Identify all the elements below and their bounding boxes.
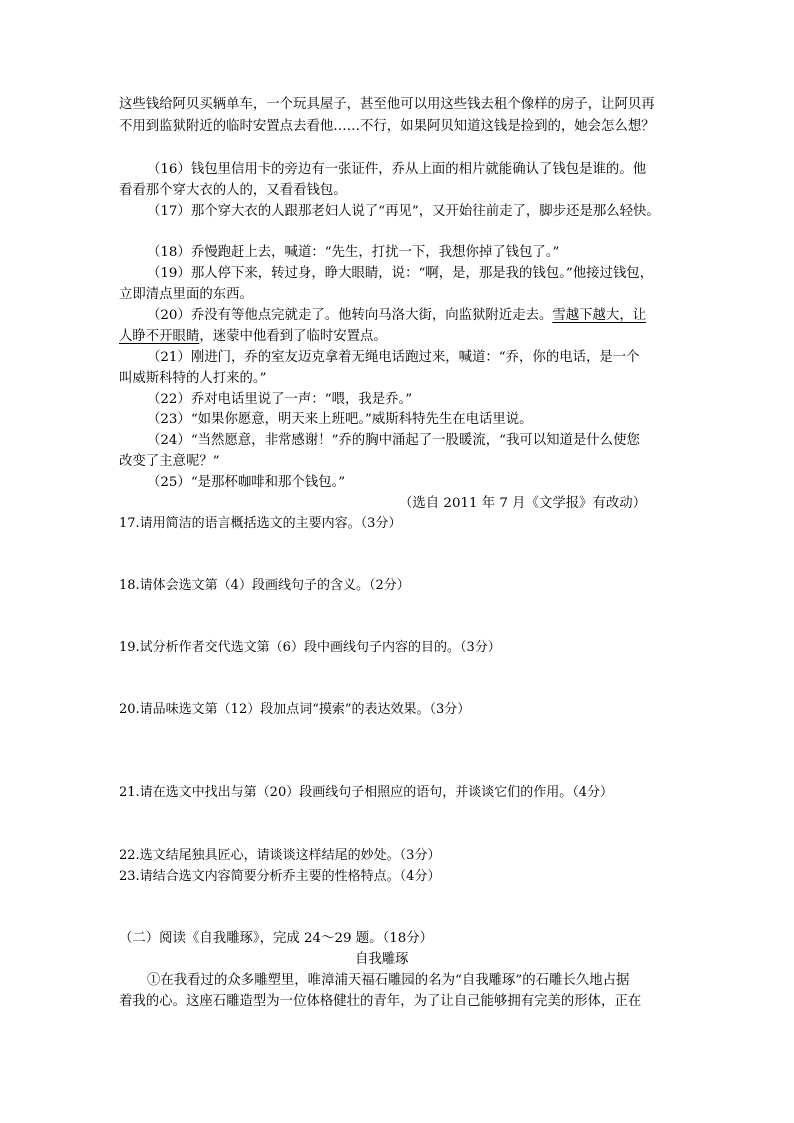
- story-source: （选自 2011 年 7 月《文学报》有改动）: [399, 496, 647, 511]
- question-21: 21.请在选文中找出与第（20）段画线句子相照应的语句，并谈谈它们的作用。（4分）: [119, 785, 613, 800]
- article-para-1-line2: 着我的心。这座石雕造型为一位体格健壮的青年，为了让自己能够拥有完美的形体，正在: [119, 994, 642, 1009]
- question-17: 17.请用简洁的语言概括选文的主要内容。（3分）: [119, 516, 402, 531]
- story-para-24-line2: 改变了主意呢？”: [119, 454, 220, 469]
- story-para-cont-line2: 不用到监狱附近的临时安置点去看他……不行，如果阿贝知道这钱是捡到的，她会怎么想？: [119, 119, 655, 134]
- story-para-25-line1: （25）“是那杯咖啡和那个钱包。”: [147, 475, 346, 490]
- story-para-19-line2: 立即清点里面的东西。: [119, 287, 253, 302]
- story-para-20-line1-text: （20）乔没有等他点完就走了。他转向马洛大街，向监狱附近走去。: [147, 308, 553, 323]
- question-22: 22.选文结尾独具匠心，请谈谈这样结尾的妙处。（3分）: [119, 848, 441, 863]
- question-18: 18.请体会选文第（4）段画线句子的含义。（2分）: [119, 578, 410, 593]
- story-para-16-line2: 看看那个穿大衣的人的，又看看钱包。: [119, 183, 347, 198]
- story-para-20-line1: [147, 307, 646, 325]
- story-para-17-line1: （17）那个穿大衣的人跟那老妇人说了“再见”，又开始往前走了，脚步还是那么轻快。: [147, 204, 660, 219]
- question-23: 23.请结合选文内容简要分析乔主要的性格特点。（4分）: [119, 869, 441, 884]
- story-para-23-line1: （23）“如果你愿意，明天来上班吧。”威斯科特先生在电话里说。: [147, 412, 533, 427]
- question-20: 20.请品味选文第（12）段加点词“摸索”的表达效果。（3分）: [119, 702, 471, 717]
- story-para-19-line1: （19）那人停下来，转过身，睁大眼睛，说：“啊，是，那是我的钱包。”他接过钱包，: [147, 266, 654, 281]
- story-para-21-line1: （21）刚进门，乔的室友迈克拿着无绳电话跑过来，喊道：“乔，你的电话，是一个: [147, 350, 640, 365]
- story-para-21-line2: 叫威斯科特的人打来的。”: [119, 371, 267, 386]
- story-para-20-line2: [119, 328, 387, 346]
- article-title: 自我雕琢: [355, 952, 409, 967]
- story-para-cont-line1: 这些钱给阿贝买辆单车，一个玩具屋子，甚至他可以用这些钱去租个像样的房子，让阿贝再: [119, 97, 655, 112]
- story-para-16-line1: （16）钱包里信用卡的旁边有一张证件，乔从上面的相片就能确认了钱包是谁的。他: [147, 162, 647, 177]
- underlined-sentence-part2: 人睁不开眼睛: [119, 329, 200, 344]
- underlined-sentence-part1: 雪越下越大，让: [552, 308, 647, 323]
- story-para-22-line1: （22）乔对电话里说了一声：“喂，我是乔。”: [147, 392, 413, 407]
- story-para-20-line2-text: ，迷蒙中他看到了临时安置点。: [199, 329, 387, 344]
- question-19: 19.试分析作者交代选文第（6）段中画线句子内容的目的。（3分）: [119, 640, 501, 655]
- story-para-24-line1: （24）“当然愿意，非常感谢！”乔的胸中涌起了一股暖流，“我可以知道是什么使您: [147, 433, 640, 448]
- story-para-18-line1: （18）乔慢跑赶上去，喊道：“先生，打扰一下，我想你掉了钱包了。”: [147, 245, 560, 260]
- article-para-1-line1: ①在我看过的众多雕塑里，唯漳浦天福石雕园的名为“自我雕琢”的石雕长久地占据: [147, 973, 630, 988]
- section-2-heading: （二）阅读《自我雕琢》，完成 24～29 题。（18分）: [119, 931, 434, 946]
